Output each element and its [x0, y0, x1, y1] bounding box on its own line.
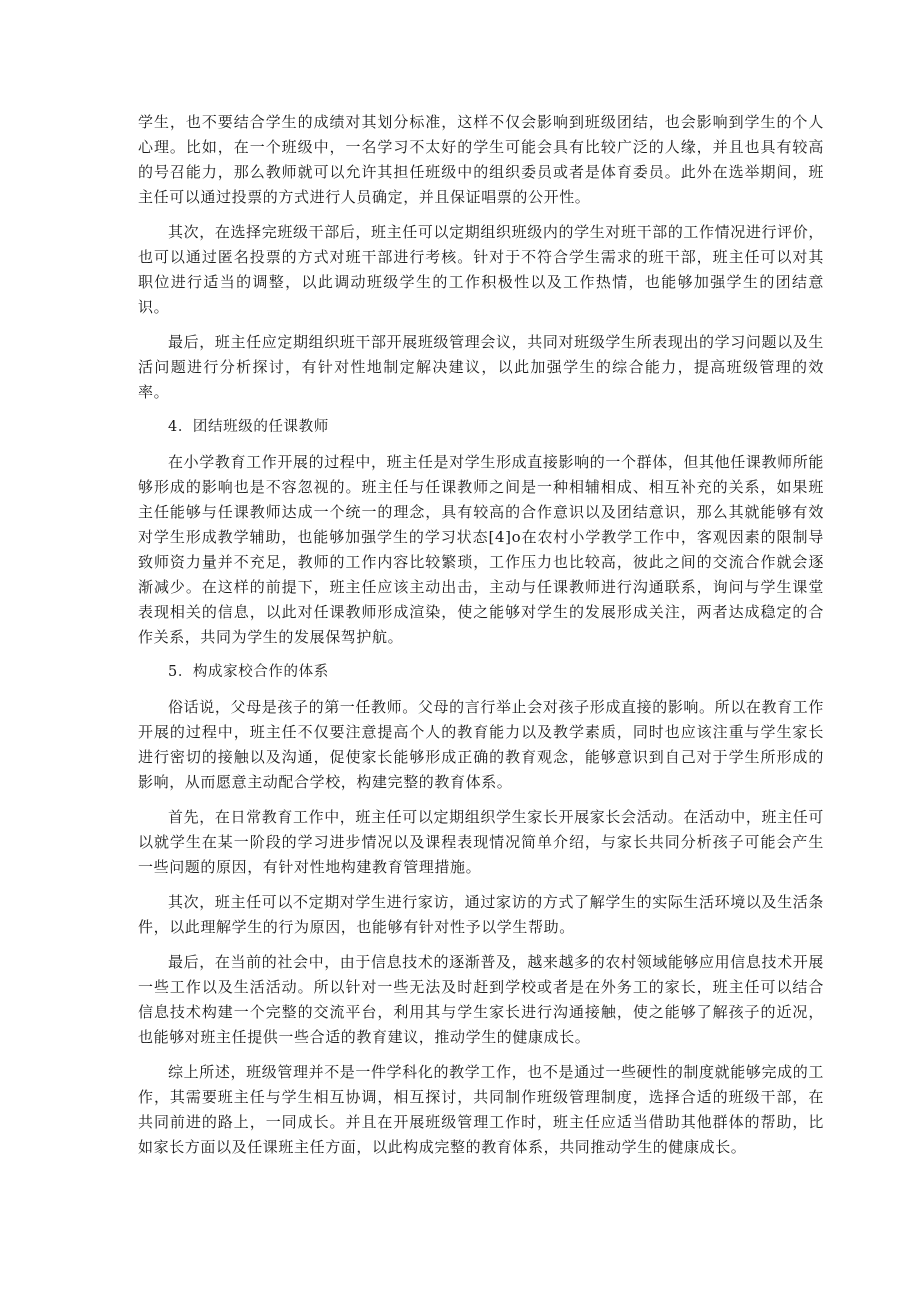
paragraph-home-visit: 其次，班主任可以不定期对学生进行家访，通过家访的方式了解学生的实际生活环境以及生活条件，以此理解学生的行为原因，也能够有针对性予以学生帮助。	[138, 893, 824, 936]
paragraph-cadre-evaluation: 其次，在选择完班级干部后，班主任可以定期组织班级内的学生对班干部的工作情况进行评价，也可以通过匿名投票的方式对班干部进行考核。针对于不符合学生需求的班干部，班主任可以对其职位进行适当的调整，以此调动班级学生的工作积极性以及工作热情，也能够加强学生的团结意识。	[138, 223, 824, 316]
section-heading-4: 4．团结班级的任课教师	[168, 419, 329, 435]
section-heading-5: 5．构成家校合作的体系	[168, 664, 329, 680]
paragraph-cadre-meeting: 最后，班主任应定期组织班干部开展班级管理会议，共同对班级学生所表现出的学习问题以及生活问题进行分析探讨，有针对性地制定解决建议，以此加强学生的综合能力，提高班级管理的效率。	[138, 333, 824, 401]
paragraph-home-school-intro: 俗话说，父母是孩子的第一任教师。父母的言行举止会对孩子形成直接的影响。所以在教育工作开展的过程中，班主任不仅要注意提高个人的教育能力以及教学素质，同时也应该注重与学生家长进行密切的接触以及沟通，促使家长能够形成正确的教育观念，能够意识到自己对于学生所形成的影响，从而愿意主动配合学校，构建完整的教育体系。	[138, 698, 824, 791]
paragraph-information-technology: 最后，在当前的社会中，由于信息技术的逐渐普及，越来越多的农村领域能够应用信息技术开展一些工作以及生活活动。所以针对一些无法及时赶到学校或者是在外务工的家长，班主任可以结合信息技术构建一个完整的交流平台，利用其与学生家长进行沟通接触，使之能够了解孩子的近况，也能够对班主任提供一些合适的教育建议，推动学生的健康成长。	[138, 953, 824, 1046]
paragraph-class-cadre-selection-end: 学生，也不要结合学生的成绩对其划分标准，这样不仅会影响到班级团结，也会影响到学生的个人心理。比如，在一个班级中，一名学习不太好的学生可能会具有比较广泛的人缘，并且也具有较高的号召能力，那么教师就可以允许其担任班级中的组织委员或者是体育委员。此外在选举期间，班主任可以通过投票的方式进行人员确定，并且保证唱票的公开性。	[138, 113, 824, 206]
paragraph-conclusion: 综上所述，班级管理并不是一件学科化的教学工作，也不是通过一些硬性的制度就能够完成的工作，其需要班主任与学生相互协调，相互探讨，共同制作班级管理制度，选择合适的班级干部，在共同前进的路上，一同成长。并且在开展班级管理工作时，班主任应适当借助其他群体的帮助，比如家长方面以及任课班主任方面，以此构成完整的教育体系，共同推动学生的健康成长。	[138, 1063, 824, 1156]
document-body	[138, 110, 824, 1170]
paragraph-parent-meeting: 首先，在日常教育工作中，班主任可以定期组织学生家长开展家长会活动。在活动中，班主任可以就学生在某一阶段的学习进步情况以及课程表现情况简单介绍，与家长共同分析孩子可能会产生一些问题的原因，有针对性地构建教育管理措施。	[138, 808, 824, 876]
paragraph-subject-teachers: 在小学教育工作开展的过程中，班主任是对学生形成直接影响的一个群体，但其他任课教师所能够形成的影响也是不容忽视的。班主任与任课教师之间是一种相辅相成、相互补充的关系，如果班主任能够与任课教师达成一个统一的理念，具有较高的合作意识以及团结意识，那么其就能够有效对学生形成教学辅助，也能够加强学生的学习状态[4]o在农村小学教学工作中，客观因素的限制导致师资力量并不充足，教师的工作内容比较繁琐，工作压力也比较高，彼此之间的交流合作就会逐渐减少。在这样的前提下，班主任应该主动出击，主动与任课教师进行沟通联系，询问与学生课堂表现相关的信息，以此对任课教师形成渲染，使之能够对学生的发展形成关注，两者达成稳定的合作关系，共同为学生的发展保驾护航。	[138, 453, 824, 646]
